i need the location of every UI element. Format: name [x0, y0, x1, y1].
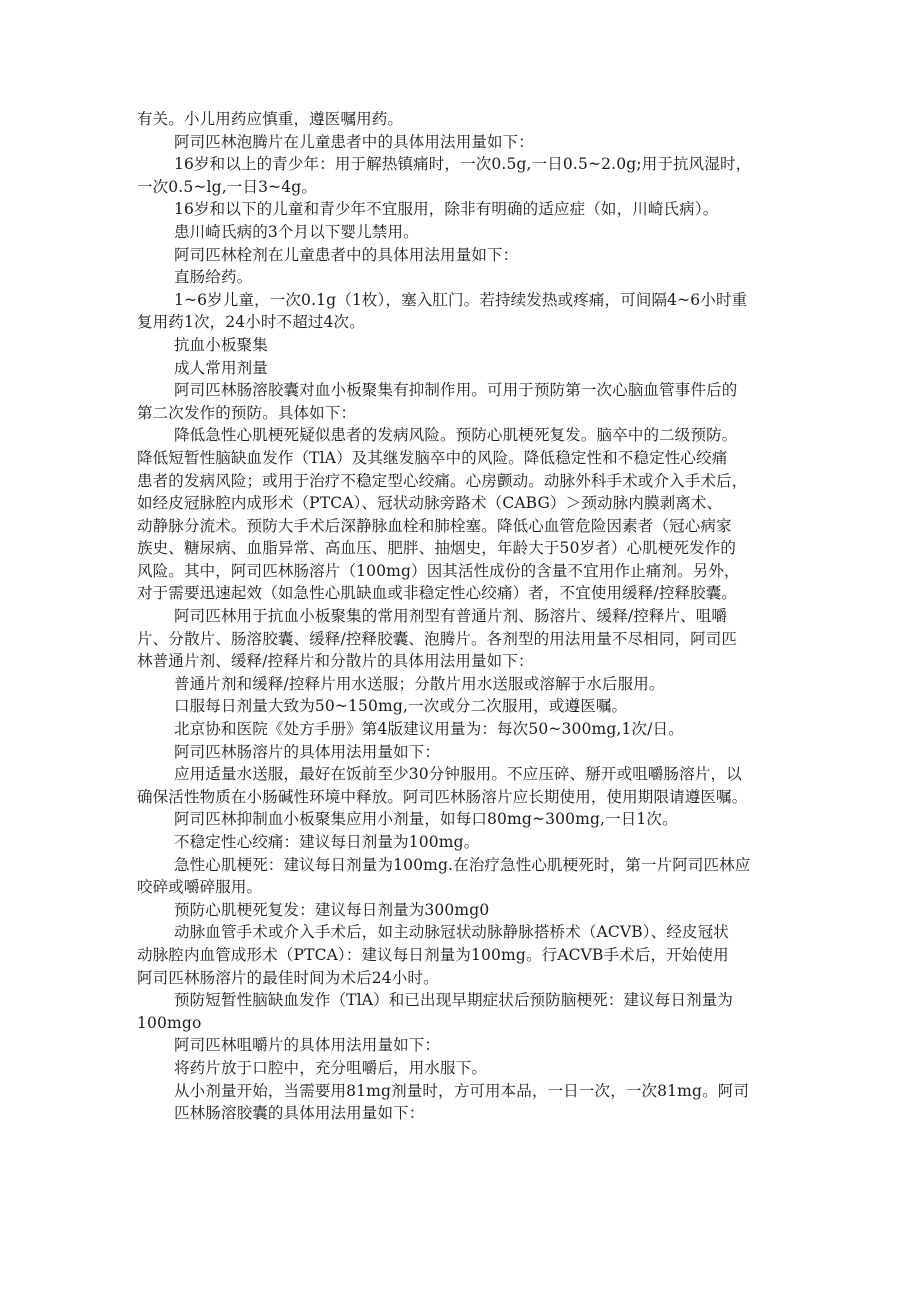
text-line: 阿司匹林肠溶胶囊对血小板聚集有抑制作用。可用于预防第一次心脑血管事件后的: [174, 381, 738, 400]
text-line: 阿司匹林咀嚼片的具体用法用量如下：: [174, 1036, 441, 1055]
text-line: 林普通片剂、缓释/控释片和分散片的具体用法用量如下：: [137, 652, 534, 671]
text-line: 普通片剂和缓释/控释片用水送服；分散片用水送服或溶解于水后服用。: [174, 674, 665, 693]
text-line: 确保活性物质在小肠碱性环境中释放。阿司匹林肠溶片应长期使用，使用期限请遵医嘱。: [137, 787, 748, 806]
text-line: 预防短暂性脑缺血发作（TlA）和已出现早期症状后预防脑梗死：建议每日剂量为: [174, 991, 734, 1010]
text-line: 阿司匹林栓剂在儿童患者中的具体用法用量如下：: [174, 245, 519, 264]
text-line: 16岁和以上的青少年：用于解热镇痛时，一次0.5g,一日0.5~2.0g;用于抗风湿时，: [174, 155, 752, 174]
text-line: 降低短暂性脑缺血发作（TlA）及其继发脑卒中的风险。降低稳定性和不稳定性心绞痛: [137, 448, 728, 467]
text-line: 将药片放于口腔中，充分咀嚼后，用水服下。: [174, 1058, 488, 1077]
text-line: 有关。小儿用药应慎重，遵医嘱用药。: [137, 110, 404, 128]
text-line: 阿司匹林泡腾片在儿童患者中的具体用法用量如下：: [174, 132, 534, 151]
text-line: 100mgo: [137, 1013, 202, 1032]
text-line: 预防心肌梗死复发：建议每日剂量为300mg0: [174, 900, 490, 919]
text-line: 成人常用剂量: [174, 358, 268, 377]
text-line: 族史、糖尿病、血脂异常、高血压、肥胖、抽烟史，年龄大于50岁者）心肌梗死发作的: [137, 539, 737, 558]
text-line: 阿司匹林抑制血小板聚集应用小剂量，如每口80mg~300mg,一日1次。: [174, 810, 678, 829]
text-line: 如经皮冠脉腔内成形术（PTCA）、冠状动脉旁路术（CABG）＞颈动脉内膜剥离术、: [137, 494, 723, 513]
text-line: 阿司匹林用于抗血小板聚集的常用剂型有普通片剂、肠溶片、缓释/控释片、咀嚼: [174, 607, 728, 626]
document-page: [137, 108, 789, 1125]
text-line: 口服每日剂量大致为50~150mg,一次或分二次服用，或遵医嘱。: [174, 697, 628, 716]
text-line: 风险。其中，阿司匹林肠溶片（100mg）因其活性成份的含量不宜用作止痛剂。另外，: [137, 561, 740, 580]
text-line: 第二次发作的预防。具体如下：: [137, 403, 357, 422]
text-line: 咬碎或嚼碎服用。: [137, 878, 263, 897]
text-line: 患川崎氏病的3个月以下婴儿禁用。: [174, 222, 419, 241]
text-line: 患者的发病风险；或用于治疗不稳定型心绞痛。心房颤动。动脉外科手术或介入手术后，: [137, 471, 748, 490]
text-line: 匹林肠溶胶囊的具体用法用量如下：: [174, 1104, 425, 1123]
text-line: 从小剂量开始，当需要用81mg剂量时，方可用本品，一日一次，一次81mg。阿司: [174, 1081, 750, 1100]
text-line: 阿司匹林肠溶片的最佳时间为术后24小时。: [137, 968, 439, 987]
text-line: 对于需要迅速起效（如急性心肌缺血或非稳定性心绞痛）者，不宜使用缓释/控释胶囊。: [137, 584, 738, 603]
text-line: 片、分散片、肠溶胶囊、缓释/控释胶囊、泡腾片。各剂型的用法用量不尽相同，阿司匹: [137, 629, 738, 648]
text-line: 16岁和以下的儿童和青少年不宜服用，除非有明确的适应症（如，川崎氏病）。: [174, 200, 719, 219]
text-line: 1~6岁儿童，一次0.1g（1枚），塞入肛门。若持续发热或疼痛，可间隔4~6小时重: [174, 290, 748, 309]
text-line: 动静脉分流术。预防大手术后深静脉血栓和肺栓塞。降低心血管危险因素者（冠心病家: [137, 516, 732, 535]
text-line: 应用适量水送服，最好在饭前至少30分钟服用。不应压碎、掰开或咀嚼肠溶片，以: [174, 765, 742, 784]
text-line: 复用药1次，24小时不超过4次。: [137, 313, 365, 332]
text-line: 直肠给药。: [174, 268, 253, 287]
text-line: 一次0.5~lg,一日3~4g。: [137, 177, 317, 196]
text-line: 动脉腔内血管成形术（PTCA）：建议每日剂量为100mg。行ACVB手术后，开始使用: [137, 945, 729, 964]
text-line: 降低急性心肌梗死疑似患者的发病风险。预防心肌梗死复发。脑卒中的二级预防。: [174, 426, 738, 445]
text-line: 动脉血管手术或介入手术后，如主动脉冠状动脉静脉搭桥术（ACVB）、经皮冠状: [174, 923, 729, 942]
text-line: 抗血小板聚集: [174, 335, 268, 354]
text-line: 不稳定性心绞痛：建议每日剂量为100mg。: [174, 833, 480, 851]
text-line: 阿司匹林肠溶片的具体用法用量如下：: [174, 742, 441, 761]
text-line: 急性心肌梗死：建议每日剂量为100mg.在治疗急性心肌梗死时，第一片阿司匹林应: [174, 855, 751, 874]
text-line: 北京协和医院《处方手册》第4版建议用量为：每次50~300mg,1次/日。: [174, 720, 684, 739]
